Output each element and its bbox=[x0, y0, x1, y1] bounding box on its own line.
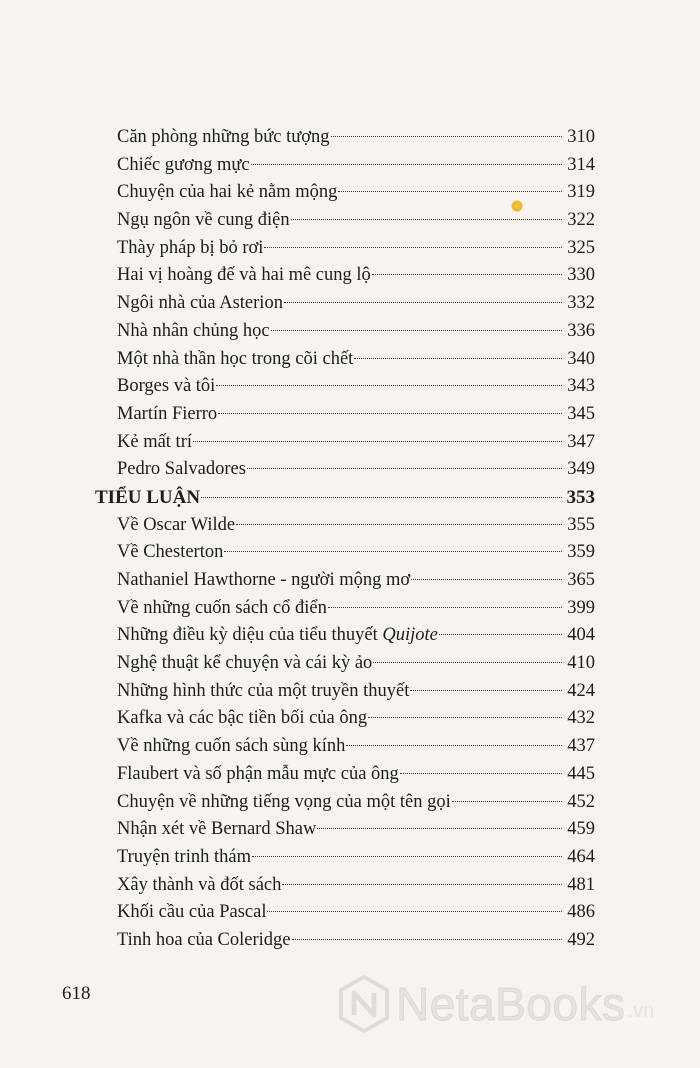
toc-entry-title bbox=[117, 733, 345, 761]
toc-entry-title-text: Những hình thức của một truyền thuyết bbox=[117, 680, 410, 701]
toc-entry bbox=[95, 595, 595, 623]
toc-entry-title-text: Hai vị hoàng đế và hai mê cung lộ bbox=[117, 265, 371, 286]
toc-entry-title-text: Về những cuốn sách cổ điển bbox=[117, 597, 327, 618]
toc-entry-title bbox=[117, 705, 367, 733]
toc-entry-title bbox=[117, 650, 372, 678]
dot-leader bbox=[271, 330, 562, 331]
toc-entry-title bbox=[117, 346, 353, 374]
toc-entry bbox=[95, 290, 595, 318]
toc-entry bbox=[95, 318, 595, 346]
dot-leader bbox=[346, 745, 562, 746]
toc-page-number: 310 bbox=[567, 127, 595, 147]
toc-entry-title bbox=[117, 373, 215, 401]
toc-entry-title bbox=[117, 816, 316, 844]
toc-entry-title-text: TIỂU LUẬN bbox=[95, 486, 201, 508]
toc-entry bbox=[95, 262, 595, 290]
dot-leader bbox=[218, 413, 562, 414]
toc-entry bbox=[95, 789, 595, 817]
toc-entry-title bbox=[117, 927, 291, 955]
watermark-brand: NetaBooks bbox=[396, 978, 626, 1030]
dot-leader bbox=[216, 385, 562, 386]
toc-page-number: 355 bbox=[567, 514, 595, 535]
toc-entry-title bbox=[117, 844, 251, 872]
toc-entry-title bbox=[95, 484, 200, 512]
dot-leader bbox=[267, 911, 562, 912]
toc-entry-title-text: Về những cuốn sách sùng kính bbox=[117, 736, 346, 757]
toc-page-number: 437 bbox=[567, 736, 595, 757]
dot-leader bbox=[328, 607, 562, 608]
toc-page-number: 349 bbox=[567, 459, 595, 480]
toc-entry bbox=[95, 152, 595, 180]
toc-entry-title-text: Thày pháp bị bỏ rơi bbox=[117, 237, 264, 258]
toc-entry bbox=[95, 539, 595, 567]
dot-leader bbox=[338, 191, 562, 192]
toc-entry-title-text: Pedro Salvadores bbox=[117, 459, 246, 480]
toc-page-number: 359 bbox=[567, 542, 595, 563]
toc-entry-title bbox=[117, 124, 330, 152]
toc-entry-title bbox=[117, 622, 438, 650]
toc-entry-title bbox=[117, 318, 270, 346]
toc-entry-title bbox=[117, 429, 192, 457]
toc-entry bbox=[95, 872, 595, 900]
toc-page-number: 481 bbox=[567, 874, 595, 895]
toc-page-number: 325 bbox=[567, 237, 595, 258]
toc-entry-title-text: Truyện trinh thám bbox=[117, 846, 251, 867]
toc-entry-title bbox=[117, 899, 266, 927]
toc-entry-title-text: Flaubert và số phận mẫu mực của ông bbox=[117, 763, 399, 784]
toc-page-number: 452 bbox=[567, 791, 595, 812]
toc-entry bbox=[95, 567, 595, 595]
toc-entry-title bbox=[117, 595, 327, 623]
toc-entry-title-text: Nathaniel Hawthorne - người mộng mơ bbox=[117, 570, 411, 590]
toc-page-number: 332 bbox=[567, 293, 595, 314]
toc-entry bbox=[95, 373, 595, 401]
toc-entry bbox=[95, 761, 595, 789]
toc-entry-title bbox=[117, 872, 281, 900]
toc-entry-title-text: Ngôi nhà của Asterion bbox=[117, 293, 283, 314]
toc-entry-title bbox=[117, 290, 283, 318]
toc-entry bbox=[95, 844, 595, 872]
toc-entry-title bbox=[117, 456, 246, 484]
toc-entry bbox=[95, 124, 595, 152]
toc-page-number: 330 bbox=[567, 265, 595, 286]
toc-entry-title bbox=[117, 678, 409, 706]
toc-entry-title-text: Về Chesterton bbox=[117, 542, 224, 563]
toc-page-number: 459 bbox=[567, 819, 595, 840]
toc-entry-title-text: Kafka và các bậc tiền bối của ông bbox=[117, 708, 368, 729]
toc-entry bbox=[95, 899, 595, 927]
page-number: 618 bbox=[62, 983, 91, 1004]
toc-page-number: 492 bbox=[567, 929, 595, 950]
toc-page-number: 486 bbox=[567, 902, 595, 923]
dot-leader bbox=[331, 136, 562, 137]
toc-page-number: 345 bbox=[567, 403, 595, 424]
toc-entry-title-text: Về Oscar Wilde bbox=[117, 514, 236, 535]
toc-page-number: 399 bbox=[567, 597, 595, 618]
toc-page-number: 410 bbox=[567, 653, 595, 674]
toc-entry-title bbox=[117, 262, 371, 290]
toc-entry-title-text: Khối cầu của Pascal bbox=[117, 902, 267, 923]
dot-leader bbox=[411, 579, 562, 580]
toc-entry bbox=[95, 622, 595, 650]
toc-page-number: 404 bbox=[567, 625, 595, 646]
toc-entry-title bbox=[117, 512, 235, 540]
dot-leader bbox=[439, 634, 562, 635]
toc-entry-title-text: Căn phòng những bức tượng bbox=[117, 127, 330, 147]
toc-entry-title bbox=[117, 179, 337, 207]
toc-page-number: 322 bbox=[567, 210, 595, 231]
toc-entry-title bbox=[117, 401, 217, 429]
toc-entry bbox=[95, 207, 595, 235]
dot-leader bbox=[400, 773, 562, 774]
toc-page-number: 464 bbox=[567, 846, 595, 867]
toc-entry bbox=[95, 705, 595, 733]
toc-entry bbox=[95, 927, 595, 955]
dot-leader bbox=[410, 690, 562, 691]
toc-page-number: 319 bbox=[567, 182, 595, 203]
toc-entry-title-text: Nghệ thuật kể chuyện và cái kỳ ảo bbox=[117, 653, 373, 674]
dot-leader bbox=[252, 856, 562, 857]
dot-leader bbox=[317, 828, 562, 829]
dot-leader bbox=[193, 441, 562, 442]
toc-entry-title bbox=[117, 539, 223, 567]
toc-page-number: 340 bbox=[567, 348, 595, 369]
toc-entry-title bbox=[117, 207, 290, 235]
toc-entry-title bbox=[117, 152, 250, 180]
toc-entry bbox=[95, 678, 595, 706]
dot-leader bbox=[292, 939, 562, 940]
toc-entry-title-text: Chuyện của hai kẻ nằm mộng bbox=[117, 182, 338, 203]
toc-entry bbox=[95, 816, 595, 844]
toc-section-heading bbox=[95, 484, 595, 512]
toc-entry-title-text: Tinh hoa của Coleridge bbox=[117, 929, 291, 950]
toc-entry-title-text: Chuyện về những tiếng vọng của một tên gọi bbox=[117, 791, 451, 812]
toc-page-number: 445 bbox=[567, 763, 595, 784]
dot-leader bbox=[282, 884, 562, 885]
toc-entry-title-text: Những điều kỳ diệu của tiểu thuyết bbox=[117, 625, 383, 646]
dot-leader bbox=[284, 302, 562, 303]
toc-entry bbox=[95, 235, 595, 263]
toc-entry-title bbox=[117, 789, 451, 817]
toc-entry-title bbox=[117, 567, 410, 595]
toc-page-number: 432 bbox=[567, 708, 595, 729]
dot-leader bbox=[452, 801, 562, 802]
toc-entry bbox=[95, 429, 595, 457]
toc-page-number: 343 bbox=[567, 376, 595, 397]
toc-entry-title-text: Nhà nhân chủng học bbox=[117, 320, 270, 341]
toc-page-number: 424 bbox=[567, 680, 595, 701]
toc-entry-title-text: Một nhà thần học trong cõi chết bbox=[117, 348, 354, 369]
dot-leader bbox=[264, 247, 562, 248]
toc-entry-title bbox=[117, 761, 399, 789]
dot-leader bbox=[291, 219, 562, 220]
toc-entry-title bbox=[117, 235, 263, 263]
ink-smudge bbox=[511, 200, 523, 212]
watermark bbox=[338, 975, 654, 1033]
toc-entry bbox=[95, 512, 595, 540]
dot-leader bbox=[247, 468, 562, 469]
dot-leader bbox=[251, 164, 562, 165]
toc-entry-title-text: Kẻ mất trí bbox=[117, 431, 193, 452]
toc-page-number: 314 bbox=[567, 154, 595, 175]
toc-entry bbox=[95, 346, 595, 374]
dot-leader bbox=[201, 497, 562, 498]
watermark-suffix: .vn bbox=[627, 1000, 655, 1022]
toc-entry-title-text: Xây thành và đốt sách bbox=[117, 874, 282, 895]
table-of-contents bbox=[95, 124, 595, 955]
dot-leader bbox=[354, 358, 562, 359]
toc-page-number: 336 bbox=[567, 320, 595, 341]
dot-leader bbox=[224, 551, 562, 552]
dot-leader bbox=[373, 662, 562, 663]
netabooks-logo-icon bbox=[338, 975, 390, 1033]
toc-entry-title-text: Chiếc gương mực bbox=[117, 154, 250, 175]
toc-entry bbox=[95, 650, 595, 678]
toc-page-number: 365 bbox=[567, 570, 595, 590]
toc-entry-title-text: Ngụ ngôn về cung điện bbox=[117, 210, 290, 231]
toc-entry-title-italic: Quijote bbox=[382, 625, 438, 646]
toc-entry bbox=[95, 456, 595, 484]
toc-entry bbox=[95, 733, 595, 761]
toc-page-number: 353 bbox=[566, 486, 595, 508]
dot-leader bbox=[236, 524, 562, 525]
toc-entry-title-text: Borges và tôi bbox=[117, 376, 216, 397]
toc-entry-title-text: Nhận xét về Bernard Shaw bbox=[117, 819, 317, 840]
dot-leader bbox=[372, 274, 562, 275]
toc-entry bbox=[95, 401, 595, 429]
dot-leader bbox=[368, 717, 562, 718]
toc-entry-title-text: Martín Fierro bbox=[117, 403, 218, 424]
toc-page-number: 347 bbox=[567, 431, 595, 452]
